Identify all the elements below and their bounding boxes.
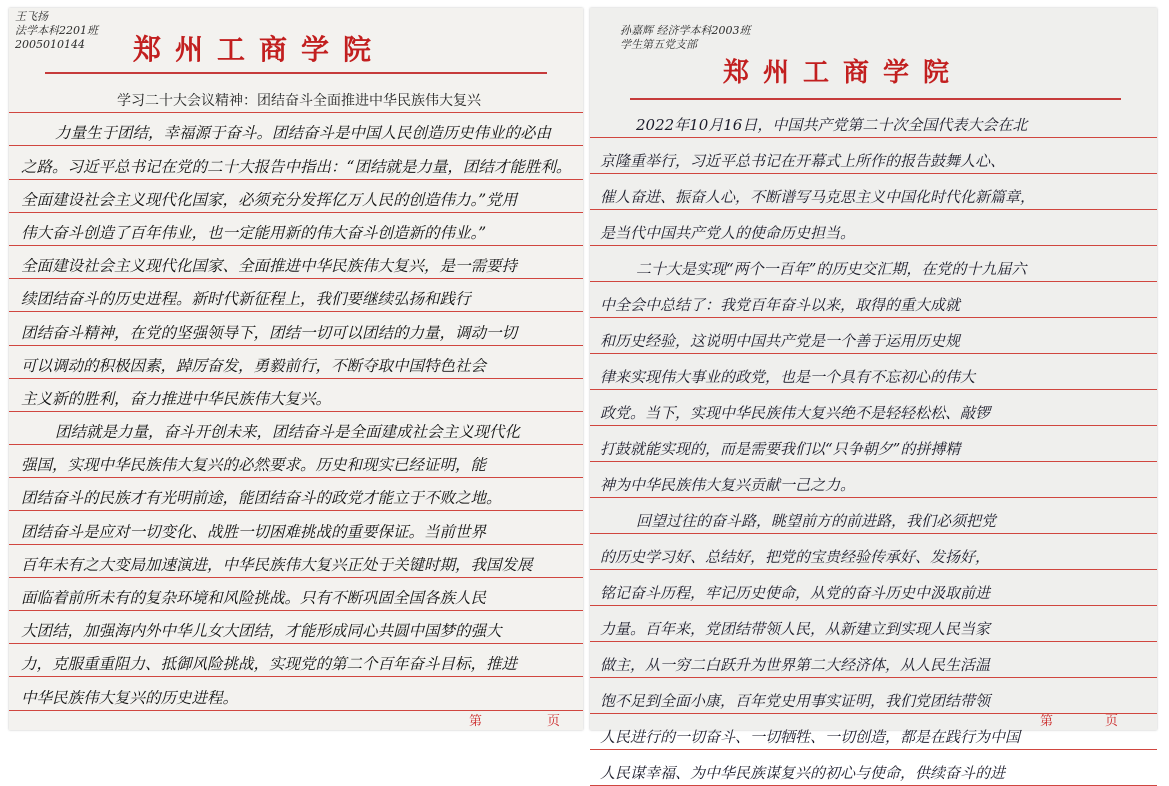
handwritten-line: 2022年10月16日，中国共产党第二十次全国代表大会在北 xyxy=(636,116,1028,134)
handwritten-line: 神为中华民族伟大复兴贡献一己之力。 xyxy=(600,476,856,494)
handwritten-line: 主义新的胜利，奋力推进中华民族伟大复兴。 xyxy=(21,389,332,408)
handwritten-line: 人民进行的一切奋斗、一切牺牲、一切创造，都是在践行为中国 xyxy=(600,728,1021,746)
header-rule xyxy=(45,72,547,74)
handwritten-line: 力，克服重重阻力、抵御风险挑战，实现党的第二个百年奋斗目标，推进 xyxy=(21,655,518,674)
handwritten-line: 铭记奋斗历程，牢记历史使命，从党的奋斗历史中汲取前进 xyxy=(600,584,991,602)
ruled-line xyxy=(9,445,583,478)
handwritten-line: 二十大是实现“两个一百年”的历史交汇期，在党的十九届六 xyxy=(636,260,1027,278)
handwritten-line: 力量。百年来，党团结带领人民，从新建立到实现人民当家 xyxy=(600,620,991,638)
left-essay-lines xyxy=(9,80,583,711)
footer-di: 第 xyxy=(469,714,483,729)
ruled-line xyxy=(590,750,1157,786)
ruled-line xyxy=(9,611,583,644)
handwritten-line: 做主，从一穷二白跃升为世界第二大经济体，从人民生活温 xyxy=(600,656,991,674)
ruled-line xyxy=(590,246,1157,282)
ruled-line xyxy=(590,210,1157,246)
author-name-class: 孙嘉辉 经济学本科2003班 xyxy=(620,24,751,37)
handwritten-line: 力量生于团结，幸福源于奋斗。团结奋斗是中国人民创造历史伟业的必由 xyxy=(55,124,552,143)
left-essay-page xyxy=(9,8,583,730)
ruled-line xyxy=(9,578,583,611)
handwritten-line: 之路。习近平总书记在党的二十大报告中指出：“团结就是力量，团结才能胜利。 xyxy=(21,157,572,176)
ruled-line xyxy=(590,678,1157,714)
author-name: 王飞扬 xyxy=(15,10,48,23)
handwritten-line: 团结奋斗精神，在党的坚强领导下，团结一切可以团结的力量，调动一切 xyxy=(21,323,518,342)
ruled-line xyxy=(590,282,1157,318)
ruled-line xyxy=(590,462,1157,498)
handwritten-line: 的历史学习好、总结好，把党的宝贵经验传承好、发扬好， xyxy=(600,548,991,566)
ruled-line xyxy=(9,80,583,113)
footer-ye: 页 xyxy=(1105,714,1119,729)
header-rule xyxy=(630,98,1121,100)
ruled-line xyxy=(9,412,583,445)
ruled-line xyxy=(590,354,1157,390)
handwritten-line: 是当代中国共产党人的使命历史担当。 xyxy=(600,224,856,242)
handwritten-line: 续团结奋斗的历史进程。新时代新征程上，我们要继续弘扬和践行 xyxy=(21,290,471,309)
ruled-line xyxy=(9,545,583,578)
footer-di: 第 xyxy=(1040,714,1054,729)
ruled-line xyxy=(9,511,583,544)
handwritten-line: 百年未有之大变局加速演进，中华民族伟大复兴正处于关键时期，我国发展 xyxy=(21,555,533,574)
ruled-line xyxy=(9,312,583,345)
handwritten-line: 催人奋进、振奋人心，不断谱写马克思主义中国化时代化新篇章， xyxy=(600,188,1036,206)
ruled-line xyxy=(590,606,1157,642)
handwritten-line: 京隆重举行，习近平总书记在开幕式上所作的报告鼓舞人心、 xyxy=(600,152,1006,170)
ruled-line xyxy=(9,213,583,246)
ruled-line xyxy=(590,498,1157,534)
left-page-footer xyxy=(9,710,583,729)
right-page-footer xyxy=(590,710,1157,729)
handwritten-line: 全面建设社会主义现代化国家，必须充分发挥亿万人民的创造伟力。”党用 xyxy=(21,190,518,209)
handwritten-line: 团结就是力量，奋斗开创未来，团结奋斗是全面建成社会主义现代化 xyxy=(55,423,521,442)
handwritten-line: 团结奋斗是应对一切变化、战胜一切困难挑战的重要保证。当前世界 xyxy=(21,522,487,541)
handwritten-line: 面临着前所未有的复杂环境和风险挑战。只有不断巩固全国各族人民 xyxy=(21,589,487,607)
school-letterhead: 郑州工商学院 xyxy=(723,58,964,88)
ruled-line xyxy=(9,279,583,312)
handwritten-line: 团结奋斗的民族才有光明前途，能团结奋斗的政党才能立于不败之地。 xyxy=(21,489,502,508)
ruled-line xyxy=(590,642,1157,678)
handwritten-line: 打鼓就能实现的，而是需要我们以“只争朝夕”的拼搏精 xyxy=(600,440,961,458)
handwritten-line: 大团结，加强海内外中华儿女大团结，才能形成同心共圆中国梦的强大 xyxy=(21,622,502,641)
ruled-line xyxy=(9,379,583,412)
ruled-line xyxy=(590,318,1157,354)
ruled-line xyxy=(9,146,583,179)
ruled-line xyxy=(9,478,583,511)
essay-title: 学习二十大会议精神：团结奋斗全面推进中华民族伟大复兴 xyxy=(117,93,481,110)
right-essay-page xyxy=(590,8,1157,782)
ruled-line xyxy=(590,102,1157,138)
author-class: 法学本科2201班 xyxy=(15,24,98,37)
handwritten-line: 人民谋幸福、为中华民族谋复兴的初心与使命，供续奋斗的进 xyxy=(600,764,1006,782)
handwritten-line: 中华民族伟大复兴的历史进程。 xyxy=(21,688,239,707)
ruled-line xyxy=(590,390,1157,426)
handwritten-line: 回望过往的奋斗路，眺望前方的前进路，我们必须把党 xyxy=(636,512,997,530)
right-author-info xyxy=(620,24,751,52)
ruled-line xyxy=(9,246,583,279)
ruled-line xyxy=(590,570,1157,606)
handwritten-line: 伟大奋斗创造了百年伟业，也一定能用新的伟大奋斗创造新的伟业。” xyxy=(21,223,487,242)
left-author-info xyxy=(15,10,98,52)
ruled-line xyxy=(9,677,583,710)
handwritten-line: 中全会中总结了：我党百年奋斗以来，取得的重大成就 xyxy=(600,296,961,314)
handwritten-line: 饱不足到全面小康，百年党史用事实证明，我们党团结带领 xyxy=(600,692,991,710)
handwritten-line: 律来实现伟大事业的政党，也是一个具有不忘初心的伟大 xyxy=(600,368,976,386)
ruled-line xyxy=(590,174,1157,210)
right-essay-lines xyxy=(590,102,1157,786)
handwritten-line: 政党。当下，实现中华民族伟大复兴绝不是轻轻松松、敲锣 xyxy=(600,404,991,422)
author-branch: 学生第五党支部 xyxy=(620,38,697,51)
footer-ye: 页 xyxy=(547,714,561,729)
handwritten-line: 全面建设社会主义现代化国家、全面推进中华民族伟大复兴，是一需要持 xyxy=(21,257,518,276)
school-letterhead: 郑州工商学院 xyxy=(133,33,386,66)
ruled-line xyxy=(9,113,583,146)
ruled-line xyxy=(590,138,1157,174)
author-student-id: 2005010144 xyxy=(15,38,85,51)
ruled-line xyxy=(9,346,583,379)
ruled-line xyxy=(9,180,583,213)
ruled-line xyxy=(9,644,583,677)
handwritten-line: 强国，实现中华民族伟大复兴的必然要求。历史和现实已经证明，能 xyxy=(21,456,487,475)
handwritten-line: 可以调动的积极因素，踔厉奋发，勇毅前行，不断夺取中国特色社会 xyxy=(21,356,487,375)
ruled-line xyxy=(590,426,1157,462)
handwritten-line: 和历史经验，这说明中国共产党是一个善于运用历史规 xyxy=(600,332,961,350)
ruled-line xyxy=(590,534,1157,570)
